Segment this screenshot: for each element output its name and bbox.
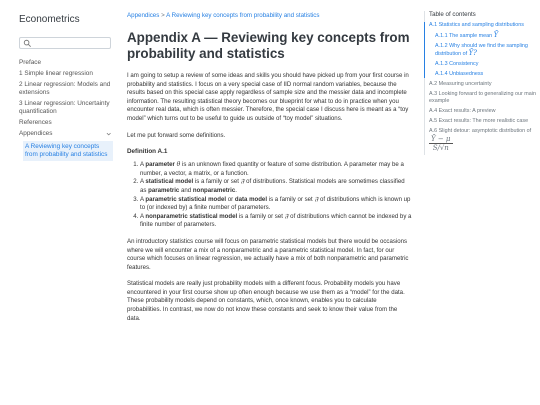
sidebar-group-appendices[interactable] — [19, 130, 111, 138]
search-box[interactable] — [19, 37, 111, 49]
fraction-denominator: S/√n — [432, 144, 449, 152]
sidebar-item-appendix-a[interactable]: A Reviewing key concepts from probability and statistics — [23, 141, 113, 161]
toc-item[interactable]: A.1.1 The sample mean Ȳ — [435, 31, 499, 39]
toc-item[interactable]: A.1 Statistics and sampling distributions — [429, 22, 524, 28]
body-paragraph: Statistical models are really just probability models with a different focus. Probability models you have encountered in your first course show up often enough because we use them as a “model” for the data. These probability models depend on constants, which, once known, enables you to calculate probabilities. In contrast, we now do not know these constants and seek to know their value from the data. — [127, 280, 405, 322]
intro-paragraph: I am going to setup a review of some ideas and skills you should have picked up from your first course in probability and statistics. I focus on a very special case of IID normal random variables, because the results based on this special case apply regardless of sample size and the messier data and incomplete information. The resulting statistical theory becomes our blueprint for what to do in practice when you encounter real data, which is often messier. Therefore, the special case I discuss here is meant as a “toy model” which turns out to be useful to guide us outside of “toy model” situations. — [127, 72, 409, 122]
def-term: nonparametric statistical model — [145, 212, 238, 220]
chevron-down-icon[interactable] — [106, 131, 111, 137]
definition-item: 1. A parameter θ is an unknown fixed quantity or feature of some distribution. A parameter may be a number, a vector, a matrix, or a function. — [140, 161, 412, 178]
sidebar-item-chapter-2[interactable]: 2 Linear regression: Models and extensions — [19, 81, 111, 96]
math-symbol: θ — [176, 161, 181, 169]
math-symbol: Ȳ — [493, 31, 499, 39]
breadcrumb-appendices[interactable]: Appendices — [127, 12, 160, 19]
page-title: Appendix A — Reviewing key concepts from probability and statistics — [127, 30, 410, 61]
sidebar-item-references[interactable]: References — [19, 119, 52, 126]
definition-item: 4. A nonparametric statistical model is a family or set 𝔉 of distributions which cannot be indexed by a finite number of parameters. — [140, 213, 412, 230]
sidebar-item-chapter-1[interactable]: 1 Simple linear regression — [19, 70, 93, 77]
math-symbol: 𝔉 — [240, 178, 245, 186]
search-icon — [23, 39, 32, 48]
sidebar — [0, 0, 120, 405]
toc-item[interactable]: A.2 Measuring uncertainty — [429, 81, 492, 87]
definition-item: 2. A statistical model is a family or set 𝔉 of distributions. Statistical models are sometimes classified as parametric and nonparametric. — [140, 178, 412, 195]
toc-active-section — [424, 22, 536, 78]
toc-item[interactable]: A.6 Slight detour: asymptotic distribution of $\frac{Ȳ - \mu}{S/√n}$ — [429, 128, 532, 152]
main-content — [127, 12, 412, 331]
sidebar-subnav — [19, 141, 120, 161]
def-term: data model — [234, 195, 268, 203]
math-symbol: 𝔉 — [314, 195, 319, 203]
fraction-numerator: Ȳ − μ — [431, 135, 451, 143]
breadcrumb — [127, 12, 412, 19]
fraction-formula — [429, 135, 453, 152]
lead-paragraph: Let me put forward some definitions. — [127, 131, 226, 139]
toc-item[interactable]: A.5 Exact results: The more realistic case — [429, 118, 529, 124]
definition-item: 3. A parametric statistical model or data model is a family or set 𝔉 of distributions which is known up to (or indexed by) a finite number of parameters. — [140, 196, 412, 213]
def-term: parameter — [145, 161, 175, 169]
toc-item[interactable]: A.3 Looking forward to generalizing our main example — [429, 91, 536, 104]
toc-title: Table of contents — [429, 11, 476, 18]
body-paragraph: An introductory statistics course will focus on parametric statistical models but there would be occasions where we will encounter a mix of a nonparametric and a parametric statistical model. In fact, for our course which focuses on linear regression, we actually have a mix of both nonparametric and parametric features. — [127, 237, 409, 271]
breadcrumb-separator: > — [161, 12, 165, 19]
table-of-contents — [424, 11, 536, 155]
sidebar-group-label: Appendices — [19, 130, 53, 137]
toc-item[interactable]: A.1.3 Consistency — [435, 61, 479, 67]
definition-list — [127, 161, 412, 230]
math-symbol: 𝔉 — [284, 212, 289, 220]
toc-item[interactable]: A.1.2 Why should we find the sampling distribution of Ȳ? — [435, 43, 528, 57]
site-title[interactable]: Econometrics — [19, 14, 80, 25]
def-term: parametric statistical model — [145, 195, 227, 203]
definition-heading: Definition A.1 — [127, 148, 168, 156]
toc-item[interactable]: A.4 Exact results: A preview — [429, 108, 496, 114]
sidebar-item-chapter-3[interactable]: 3 Linear regression: Uncertainty quantification — [19, 100, 110, 115]
toc-item[interactable]: A.1.4 Unbiasedness — [435, 71, 484, 77]
def-term: nonparametric — [192, 186, 236, 194]
search-input[interactable] — [33, 45, 111, 55]
def-term: parametric — [148, 186, 180, 194]
math-symbol: Ȳ? — [468, 49, 477, 57]
def-term: statistical model — [145, 178, 194, 186]
sidebar-item-preface[interactable]: Preface — [19, 59, 42, 66]
breadcrumb-current[interactable]: A Reviewing key concepts from probability and statistics — [166, 12, 320, 19]
